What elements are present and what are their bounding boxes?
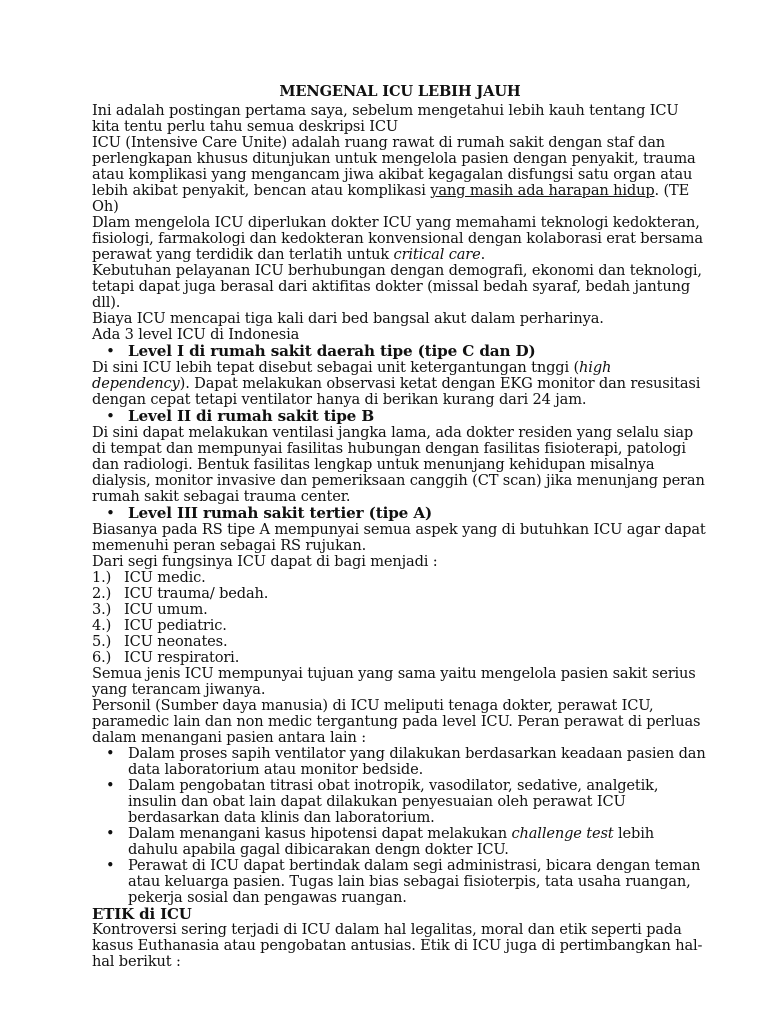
text-span: lebih dahulu apabila gagal dibicarakan dengn dokter ICU. — [128, 825, 654, 858]
peran-list — [92, 746, 708, 906]
list-number: 1.) — [92, 569, 112, 586]
text-span: Dalam menangani kasus hipotensi dapat melakukan — [128, 825, 512, 842]
list-item — [92, 650, 708, 666]
list-item — [92, 602, 708, 618]
underlined-text: yang masih ada harapan hidup — [430, 182, 655, 199]
paragraph-intro-2 — [92, 135, 708, 215]
text-span: Dlam mengelola ICU diperlukan dokter ICU yang memahami teknologi kedokteran, fisiologi, farmakologi dan kedokteran konvensional dengan kolaborasi erat bersama perawat yang terdidik dan terlatih untuk — [92, 214, 703, 263]
list-number: 5.) — [92, 633, 112, 650]
level-list-2 — [92, 408, 708, 425]
paragraph-tujuan: Semua jenis ICU mempunyai tujuan yang sama yaitu mengelola pasien sakit serius yang terancam jiwanya. — [92, 665, 696, 698]
list-item — [92, 586, 708, 602]
paragraph-personil: Personil (Sumber daya manusia) di ICU meliputi tenaga dokter, perawat ICU, paramedic lain dan non medic tergantung pada level ICU. Peran perawat di perluas dalam menangani pasien antara lain : — [92, 697, 701, 746]
italic-text: high dependency — [92, 359, 612, 392]
level-list-3 — [92, 505, 708, 522]
paragraph-intro-4: Kebutuhan pelayanan ICU berhubungan dengan demografi, ekonomi dan teknologi, tetapi dapat juga berasal dari aktifitas dokter (missal bedah syaraf, bedah jantung dll). — [92, 262, 702, 311]
text-span: ICU (Intensive Care Unite) adalah ruang rawat di rumah sakit dengan staf dan perlengkapan khusus ditunjukan untuk mengelola pasien dengan penyakit, trauma atau komplikasi yang mengancam jiwa akibat kegagalan disfungsi satu organ atau lebih akibat penyakit, bencan atau komplikasi — [92, 134, 696, 199]
paragraph-level-1 — [92, 360, 708, 408]
list-number: 4.) — [92, 617, 112, 634]
paragraph-intro-5: Biaya ICU mencapai tiga kali dari bed bangsal akut dalam perharinya. — [92, 310, 604, 327]
paragraph-intro-1: Ini adalah postingan pertama saya, sebelum mengetahui lebih kauh tentang ICU kita tentu perlu tahu semua deskripsi ICU — [92, 102, 679, 135]
list-item: • Perawat di ICU dapat bertindak dalam segi administrasi, bicara dengan teman atau keluarga pasien. Tugas lain bias sebagai fisioterpis, tata usaha ruangan, pekerja sosial dan pengawas ruangan. — [92, 858, 708, 906]
text-span: . — [480, 246, 486, 263]
text-span: ). Dapat melakukan observasi ketat dengan EKG monitor dan resusitasi dengan cepat tetapi ventilator hanya di berikan kurang dari 24 jam. — [92, 375, 701, 408]
list-number: 3.) — [92, 601, 112, 618]
level-2-heading: • Level II di rumah sakit tipe B — [92, 408, 708, 425]
list-item — [92, 634, 708, 650]
etik-heading: ETIK di ICU — [92, 905, 192, 923]
list-text: ICU trauma/ bedah. — [124, 585, 269, 602]
level-list-1 — [92, 343, 708, 360]
paragraph-level-3: Biasanya pada RS tipe A mempunyai semua aspek yang di butuhkan ICU agar dapat memenuhi peran sebagai RS rujukan. — [92, 521, 706, 554]
list-text: ICU respiratori. — [124, 649, 240, 666]
paragraph-intro-3 — [92, 215, 708, 263]
list-item — [92, 826, 708, 858]
list-text: ICU medic. — [124, 569, 206, 586]
italic-text: challenge test — [511, 825, 614, 842]
list-text: ICU neonates. — [124, 633, 228, 650]
list-text: ICU umum. — [124, 601, 208, 618]
text-span: . (TE Oh) — [92, 182, 690, 215]
list-item — [92, 618, 708, 634]
text-span: Di sini ICU lebih tepat disebut sebagai unit ketergantungan tnggi ( — [92, 359, 580, 376]
fungsi-list — [92, 570, 708, 666]
document-title: MENGENAL ICU LEBIH JAUH — [279, 83, 521, 100]
level-3-heading: • Level III rumah sakit tertier (tipe A) — [92, 505, 708, 522]
list-number: 6.) — [92, 649, 112, 666]
list-item — [92, 570, 708, 586]
level-1-heading: • Level I di rumah sakit daerah tipe (tipe C dan D) — [92, 343, 708, 360]
list-number: 2.) — [92, 585, 112, 602]
list-item: • Dalam pengobatan titrasi obat inotropik, vasodilator, sedative, analgetik, insulin dan obat lain dapat dilakukan penyesuaian oleh perawat ICU berdasarkan data klinis dan laboratorium. — [92, 778, 708, 826]
italic-text: critical care — [393, 246, 481, 263]
paragraph-etik: Kontroversi sering terjadi di ICU dalam hal legalitas, moral dan etik seperti pada kasus Euthanasia atau pengobatan antusias. Etik di ICU juga di pertimbangkan hal-hal berikut : — [92, 921, 703, 970]
list-item: • Dalam proses sapih ventilator yang dilakukan berdasarkan keadaan pasien dan data laboratorium atau monitor bedside. — [92, 746, 708, 778]
paragraph-fungsi-intro: Dari segi fungsinya ICU dapat di bagi menjadi : — [92, 553, 438, 570]
paragraph-level-2: Di sini dapat melakukan ventilasi jangka lama, ada dokter residen yang selalu siap di tempat dan mempunyai fasilitas hubungan dengan fasilitas fisioterapi, patologi dan radiologi. Bentuk fasilitas lengkap untuk menunjang kehidupan misalnya dialysis, monitor invasive dan pemeriksaan canggih (CT scan) jika menunjang peran rumah sakit sebagai trauma center. — [92, 424, 705, 505]
paragraph-intro-6: Ada 3 level ICU di Indonesia — [92, 326, 300, 343]
list-text: ICU pediatric. — [124, 617, 227, 634]
